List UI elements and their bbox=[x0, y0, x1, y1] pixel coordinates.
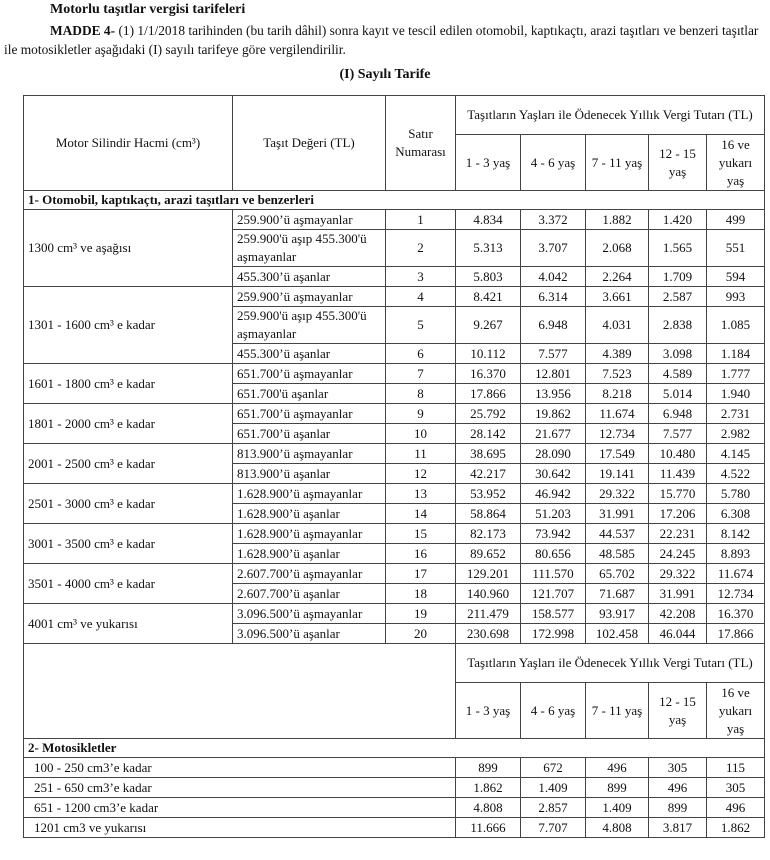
value-cell: 3.096.500’ü aşmayanlar bbox=[233, 604, 386, 624]
amount-cell: 16.370 bbox=[456, 364, 521, 384]
table-row bbox=[24, 404, 765, 424]
amount-cell: 7.577 bbox=[521, 344, 586, 364]
amount-cell: 58.864 bbox=[456, 504, 521, 524]
amount-cell: 17.206 bbox=[649, 504, 707, 524]
row-number: 1 bbox=[386, 210, 456, 230]
amount-cell: 1.409 bbox=[521, 778, 586, 798]
amount-cell: 5.014 bbox=[649, 384, 707, 404]
moto-header-age: 1 - 3 yaş bbox=[456, 683, 521, 739]
row-number: 5 bbox=[386, 307, 456, 344]
moto-header-tax-group: Taşıtların Yaşları ile Ödenecek Yıllık Vergi Tutarı (TL) bbox=[456, 644, 765, 683]
amount-cell: 29.322 bbox=[649, 564, 707, 584]
amount-cell: 140.960 bbox=[456, 584, 521, 604]
section-row bbox=[24, 191, 765, 210]
table-row bbox=[24, 524, 765, 544]
amount-cell: 22.231 bbox=[649, 524, 707, 544]
amount-cell: 2.982 bbox=[707, 424, 765, 444]
value-cell: 259.900’ü aşmayanlar bbox=[233, 210, 386, 230]
amount-cell: 305 bbox=[707, 778, 765, 798]
amount-cell: 15.770 bbox=[649, 484, 707, 504]
engine-cell: 2501 - 3000 cm³ e kadar bbox=[24, 484, 233, 524]
amount-cell: 5.803 bbox=[456, 267, 521, 287]
amount-cell: 17.866 bbox=[456, 384, 521, 404]
amount-cell: 899 bbox=[456, 758, 521, 778]
amount-cell: 11.666 bbox=[456, 818, 521, 838]
engine-cell: 1801 - 2000 cm³ e kadar bbox=[24, 404, 233, 444]
amount-cell: 172.998 bbox=[521, 624, 586, 644]
amount-cell: 158.577 bbox=[521, 604, 586, 624]
table-row bbox=[24, 287, 765, 307]
amount-cell: 121.707 bbox=[521, 584, 586, 604]
amount-cell: 1.862 bbox=[456, 778, 521, 798]
amount-cell: 51.203 bbox=[521, 504, 586, 524]
engine-cell: 100 - 250 cm3’e kadar bbox=[24, 758, 456, 778]
amount-cell: 19.862 bbox=[521, 404, 586, 424]
amount-cell: 31.991 bbox=[586, 504, 649, 524]
amount-cell: 6.314 bbox=[521, 287, 586, 307]
amount-cell: 10.112 bbox=[456, 344, 521, 364]
engine-cell: 1301 - 1600 cm³ e kadar bbox=[24, 287, 233, 364]
value-cell: 1.628.900’ü aşanlar bbox=[233, 544, 386, 564]
value-cell: 813.900’ü aşmayanlar bbox=[233, 444, 386, 464]
value-cell: 3.096.500’ü aşanlar bbox=[233, 624, 386, 644]
amount-cell: 93.917 bbox=[586, 604, 649, 624]
row-number: 18 bbox=[386, 584, 456, 604]
header-age: 12 - 15 yaş bbox=[649, 135, 707, 191]
amount-cell: 11.674 bbox=[586, 404, 649, 424]
amount-cell: 24.245 bbox=[649, 544, 707, 564]
row-number: 13 bbox=[386, 484, 456, 504]
table-row bbox=[24, 564, 765, 584]
table-row bbox=[24, 484, 765, 504]
amount-cell: 48.585 bbox=[586, 544, 649, 564]
amount-cell: 6.948 bbox=[521, 307, 586, 344]
moto-header-age: 4 - 6 yaş bbox=[521, 683, 586, 739]
amount-cell: 551 bbox=[707, 230, 765, 267]
header-value: Taşıt Değeri (TL) bbox=[233, 96, 386, 191]
amount-cell: 3.661 bbox=[586, 287, 649, 307]
value-cell: 813.900’ü aşanlar bbox=[233, 464, 386, 484]
amount-cell: 4.042 bbox=[521, 267, 586, 287]
heading: Motorlu taşıtlar vergisi tarifeleri bbox=[50, 2, 246, 17]
amount-cell: 71.687 bbox=[586, 584, 649, 604]
amount-cell: 4.589 bbox=[649, 364, 707, 384]
engine-cell: 1201 cm3 ve yukarısı bbox=[24, 818, 456, 838]
header-row bbox=[24, 96, 765, 135]
table-row bbox=[24, 444, 765, 464]
row-number: 11 bbox=[386, 444, 456, 464]
value-cell: 259.900’ü aşmayanlar bbox=[233, 287, 386, 307]
amount-cell: 11.439 bbox=[649, 464, 707, 484]
amount-cell: 46.044 bbox=[649, 624, 707, 644]
amount-cell: 82.173 bbox=[456, 524, 521, 544]
row-number: 9 bbox=[386, 404, 456, 424]
amount-cell: 499 bbox=[707, 210, 765, 230]
amount-cell: 102.458 bbox=[586, 624, 649, 644]
row-number: 8 bbox=[386, 384, 456, 404]
amount-cell: 2.857 bbox=[521, 798, 586, 818]
amount-cell: 1.940 bbox=[707, 384, 765, 404]
amount-cell: 496 bbox=[586, 758, 649, 778]
row-number: 19 bbox=[386, 604, 456, 624]
amount-cell: 1.882 bbox=[586, 210, 649, 230]
amount-cell: 9.267 bbox=[456, 307, 521, 344]
engine-cell: 3501 - 4000 cm³ e kadar bbox=[24, 564, 233, 604]
amount-cell: 8.218 bbox=[586, 384, 649, 404]
amount-cell: 1.777 bbox=[707, 364, 765, 384]
table-row bbox=[24, 778, 765, 798]
row-number: 2 bbox=[386, 230, 456, 267]
amount-cell: 42.217 bbox=[456, 464, 521, 484]
amount-cell: 496 bbox=[707, 798, 765, 818]
value-cell: 651.700’ü aşanlar bbox=[233, 424, 386, 444]
amount-cell: 8.893 bbox=[707, 544, 765, 564]
table-row bbox=[24, 798, 765, 818]
amount-cell: 993 bbox=[707, 287, 765, 307]
article-paragraph bbox=[4, 21, 766, 59]
amount-cell: 6.948 bbox=[649, 404, 707, 424]
header-age: 1 - 3 yaş bbox=[456, 135, 521, 191]
engine-cell: 2001 - 2500 cm³ e kadar bbox=[24, 444, 233, 484]
amount-cell: 17.866 bbox=[707, 624, 765, 644]
amount-cell: 8.421 bbox=[456, 287, 521, 307]
article-text: (1) 1/1/2018 tarihinden (bu tarih dâhil) sonra kayıt ve tescil edilen otomobil, kaptıkaçtı, arazi taşıtları ve benzeri taşıtlar ile motosikletler aşağıdaki (I) sayılı tarifeye göre vergilendirilir. bbox=[4, 23, 759, 57]
header-row-number: Satır Numarası bbox=[386, 96, 456, 191]
amount-cell: 4.389 bbox=[586, 344, 649, 364]
amount-cell: 4.145 bbox=[707, 444, 765, 464]
amount-cell: 129.201 bbox=[456, 564, 521, 584]
amount-cell: 1.565 bbox=[649, 230, 707, 267]
header-age: 4 - 6 yaş bbox=[521, 135, 586, 191]
amount-cell: 211.479 bbox=[456, 604, 521, 624]
amount-cell: 25.792 bbox=[456, 404, 521, 424]
amount-cell: 3.098 bbox=[649, 344, 707, 364]
value-cell: 455.300’ü aşanlar bbox=[233, 344, 386, 364]
value-cell: 651.700'ü aşanlar bbox=[233, 384, 386, 404]
amount-cell: 89.652 bbox=[456, 544, 521, 564]
amount-cell: 4.808 bbox=[586, 818, 649, 838]
value-cell: 455.300’ü aşanlar bbox=[233, 267, 386, 287]
moto-header-age: 7 - 11 yaş bbox=[586, 683, 649, 739]
amount-cell: 53.952 bbox=[456, 484, 521, 504]
row-number: 6 bbox=[386, 344, 456, 364]
amount-cell: 1.409 bbox=[586, 798, 649, 818]
value-cell: 651.700’ü aşmayanlar bbox=[233, 364, 386, 384]
amount-cell: 7.707 bbox=[521, 818, 586, 838]
moto-header-age: 12 - 15 yaş bbox=[649, 683, 707, 739]
amount-cell: 2.838 bbox=[649, 307, 707, 344]
amount-cell: 1.862 bbox=[707, 818, 765, 838]
value-cell: 259.900'ü aşıp 455.300'ü aşmayanlar bbox=[233, 230, 386, 267]
amount-cell: 4.808 bbox=[456, 798, 521, 818]
table-row bbox=[24, 364, 765, 384]
engine-cell: 3001 - 3500 cm³ e kadar bbox=[24, 524, 233, 564]
row-number: 14 bbox=[386, 504, 456, 524]
amount-cell: 8.142 bbox=[707, 524, 765, 544]
amount-cell: 1.085 bbox=[707, 307, 765, 344]
table-row bbox=[24, 210, 765, 230]
amount-cell: 13.956 bbox=[521, 384, 586, 404]
engine-cell: 1601 - 1800 cm³ e kadar bbox=[24, 364, 233, 404]
section-row bbox=[24, 739, 765, 758]
amount-cell: 38.695 bbox=[456, 444, 521, 464]
amount-cell: 899 bbox=[649, 798, 707, 818]
amount-cell: 7.523 bbox=[586, 364, 649, 384]
row-number: 12 bbox=[386, 464, 456, 484]
amount-cell: 73.942 bbox=[521, 524, 586, 544]
value-cell: 1.628.900’ü aşanlar bbox=[233, 504, 386, 524]
tariff-table bbox=[23, 95, 765, 838]
amount-cell: 30.642 bbox=[521, 464, 586, 484]
amount-cell: 3.372 bbox=[521, 210, 586, 230]
amount-cell: 4.522 bbox=[707, 464, 765, 484]
amount-cell: 28.090 bbox=[521, 444, 586, 464]
table-row bbox=[24, 758, 765, 778]
amount-cell: 11.674 bbox=[707, 564, 765, 584]
amount-cell: 496 bbox=[649, 778, 707, 798]
amount-cell: 29.322 bbox=[586, 484, 649, 504]
section-motorcycles: 2- Motosikletler bbox=[24, 739, 765, 758]
value-cell: 2.607.700’ü aşmayanlar bbox=[233, 564, 386, 584]
engine-cell: 4001 cm³ ve yukarısı bbox=[24, 604, 233, 644]
value-cell: 1.628.900’ü aşmayanlar bbox=[233, 484, 386, 504]
amount-cell: 12.801 bbox=[521, 364, 586, 384]
amount-cell: 305 bbox=[649, 758, 707, 778]
value-cell: 259.900'ü aşıp 455.300'ü aşmayanlar bbox=[233, 307, 386, 344]
amount-cell: 2.731 bbox=[707, 404, 765, 424]
header-tax-group: Taşıtların Yaşları ile Ödenecek Yıllık Vergi Tutarı (TL) bbox=[456, 96, 765, 135]
amount-cell: 16.370 bbox=[707, 604, 765, 624]
amount-cell: 19.141 bbox=[586, 464, 649, 484]
header-age: 16 ve yukarı yaş bbox=[707, 135, 765, 191]
section-cars: 1- Otomobil, kaptıkaçtı, arazi taşıtları ve benzerleri bbox=[24, 191, 765, 210]
amount-cell: 4.834 bbox=[456, 210, 521, 230]
amount-cell: 3.817 bbox=[649, 818, 707, 838]
amount-cell: 6.308 bbox=[707, 504, 765, 524]
moto-header-row bbox=[24, 644, 765, 683]
amount-cell: 672 bbox=[521, 758, 586, 778]
article-label: MADDE 4- bbox=[50, 23, 116, 38]
row-number: 4 bbox=[386, 287, 456, 307]
amount-cell: 17.549 bbox=[586, 444, 649, 464]
engine-cell: 1300 cm³ ve aşağısı bbox=[24, 210, 233, 287]
value-cell: 651.700’ü aşmayanlar bbox=[233, 404, 386, 424]
amount-cell: 3.707 bbox=[521, 230, 586, 267]
amount-cell: 7.577 bbox=[649, 424, 707, 444]
amount-cell: 2.068 bbox=[586, 230, 649, 267]
amount-cell: 28.142 bbox=[456, 424, 521, 444]
header-age: 7 - 11 yaş bbox=[586, 135, 649, 191]
amount-cell: 899 bbox=[586, 778, 649, 798]
table-row bbox=[24, 604, 765, 624]
amount-cell: 1.420 bbox=[649, 210, 707, 230]
amount-cell: 80.656 bbox=[521, 544, 586, 564]
amount-cell: 2.587 bbox=[649, 287, 707, 307]
row-number: 3 bbox=[386, 267, 456, 287]
amount-cell: 42.208 bbox=[649, 604, 707, 624]
amount-cell: 1.184 bbox=[707, 344, 765, 364]
value-cell: 2.607.700’ü aşanlar bbox=[233, 584, 386, 604]
row-number: 10 bbox=[386, 424, 456, 444]
header-engine: Motor Silindir Hacmi (cm³) bbox=[24, 96, 233, 191]
amount-cell: 111.570 bbox=[521, 564, 586, 584]
amount-cell: 12.734 bbox=[707, 584, 765, 604]
amount-cell: 21.677 bbox=[521, 424, 586, 444]
row-number: 16 bbox=[386, 544, 456, 564]
amount-cell: 115 bbox=[707, 758, 765, 778]
amount-cell: 46.942 bbox=[521, 484, 586, 504]
engine-cell: 251 - 650 cm3’e kadar bbox=[24, 778, 456, 798]
value-cell: 1.628.900’ü aşmayanlar bbox=[233, 524, 386, 544]
row-number: 20 bbox=[386, 624, 456, 644]
amount-cell: 4.031 bbox=[586, 307, 649, 344]
amount-cell: 1.709 bbox=[649, 267, 707, 287]
amount-cell: 44.537 bbox=[586, 524, 649, 544]
amount-cell: 2.264 bbox=[586, 267, 649, 287]
row-number: 17 bbox=[386, 564, 456, 584]
amount-cell: 230.698 bbox=[456, 624, 521, 644]
moto-header-age: 16 ve yukarı yaş bbox=[707, 683, 765, 739]
amount-cell: 12.734 bbox=[586, 424, 649, 444]
row-number: 15 bbox=[386, 524, 456, 544]
amount-cell: 5.313 bbox=[456, 230, 521, 267]
amount-cell: 10.480 bbox=[649, 444, 707, 464]
engine-cell: 651 - 1200 cm3’e kadar bbox=[24, 798, 456, 818]
table-title: (I) Sayılı Tarife bbox=[339, 67, 431, 82]
amount-cell: 65.702 bbox=[586, 564, 649, 584]
table-row bbox=[24, 818, 765, 838]
amount-cell: 594 bbox=[707, 267, 765, 287]
moto-header-blank bbox=[24, 644, 456, 739]
amount-cell: 31.991 bbox=[649, 584, 707, 604]
row-number: 7 bbox=[386, 364, 456, 384]
amount-cell: 5.780 bbox=[707, 484, 765, 504]
